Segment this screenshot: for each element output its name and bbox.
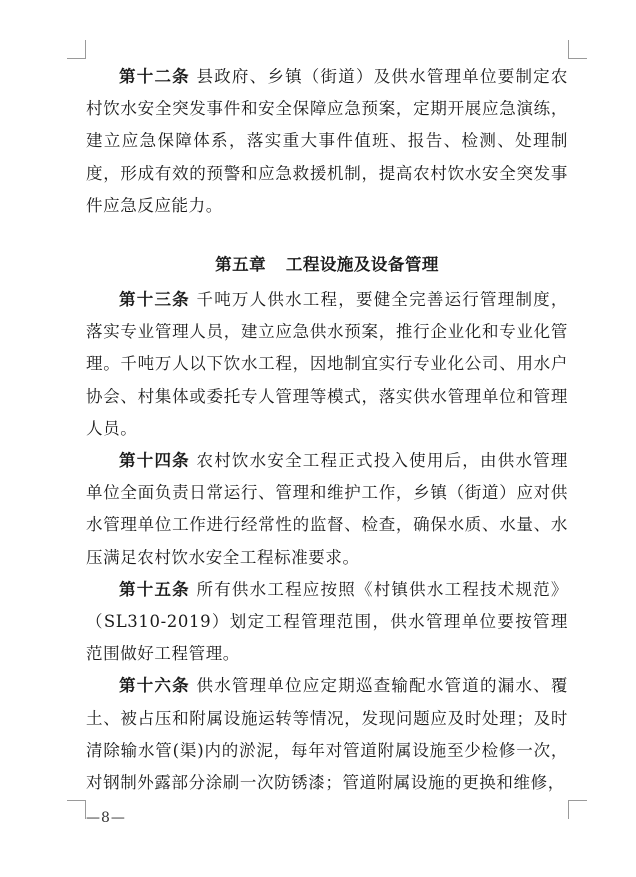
- article-12-text: 县政府、乡镇（街道）及供水管理单位要制定农村饮水安全突发事件和安全保障应急预案，定期开展应急演练，建立应急保障体系，落实重大事件值班、报告、检测、处理制度，形成有效的预警和应急救援机制，提高农村饮水安全突发事件应急反应能力。: [86, 67, 568, 215]
- article-15: [86, 574, 568, 671]
- article-16: [86, 670, 568, 799]
- article-14-text: 农村饮水安全工程正式投入使用后，由供水管理单位全面负责日常运行、管理和维护工作，乡镇（街道）应对供水管理单位工作进行经常性的监督、检查，确保水质、水量、水压满足农村饮水安全工程标准要求。: [86, 451, 568, 567]
- chapter-title: 工程设施及设备管理: [285, 255, 439, 275]
- article-13-label: 第十三条: [119, 290, 190, 310]
- article-12: [86, 61, 568, 222]
- article-13-text: 千吨万人供水工程，要健全完善运行管理制度，落实专业管理人员，建立应急供水预案，推行企业化和专业化管理。千吨万人以下饮水工程，因地制宜实行专业化公司、用水户协会、村集体或委托专人管理等模式，落实供水管理单位和管理人员。: [86, 290, 568, 438]
- chapter-number: 第五章: [215, 255, 267, 275]
- crop-mark-bottom-left: [67, 800, 86, 819]
- article-16-label: 第十六条: [119, 676, 190, 696]
- article-14-label: 第十四条: [119, 451, 190, 471]
- article-12-label: 第十二条: [119, 67, 190, 86]
- article-16-text: 供水管理单位应定期巡查输配水管道的漏水、覆土、被占压和附属设施运转等情况，发现问题应及时处理；及时清除输水管(渠)内的淤泥，每年对管道附属设施至少检修一次，对钢制外露部分涂刷一次防锈漆；管道附属设施的更换和维修，: [86, 676, 568, 793]
- page-body: [86, 61, 568, 799]
- crop-mark-top-left: [67, 40, 86, 59]
- article-13: [86, 284, 568, 445]
- crop-mark-top-right: [568, 40, 587, 59]
- chapter-heading: [86, 249, 568, 281]
- page-number: —8—: [86, 810, 126, 826]
- article-15-label: 第十五条: [119, 579, 190, 599]
- crop-mark-bottom-right: [568, 800, 587, 819]
- article-14: [86, 445, 568, 574]
- article-15-text: 所有供水工程应按照《村镇供水工程技术规范》（SL310-2019）划定工程管理范围，供水管理单位要按管理范围做好工程管理。: [86, 579, 568, 664]
